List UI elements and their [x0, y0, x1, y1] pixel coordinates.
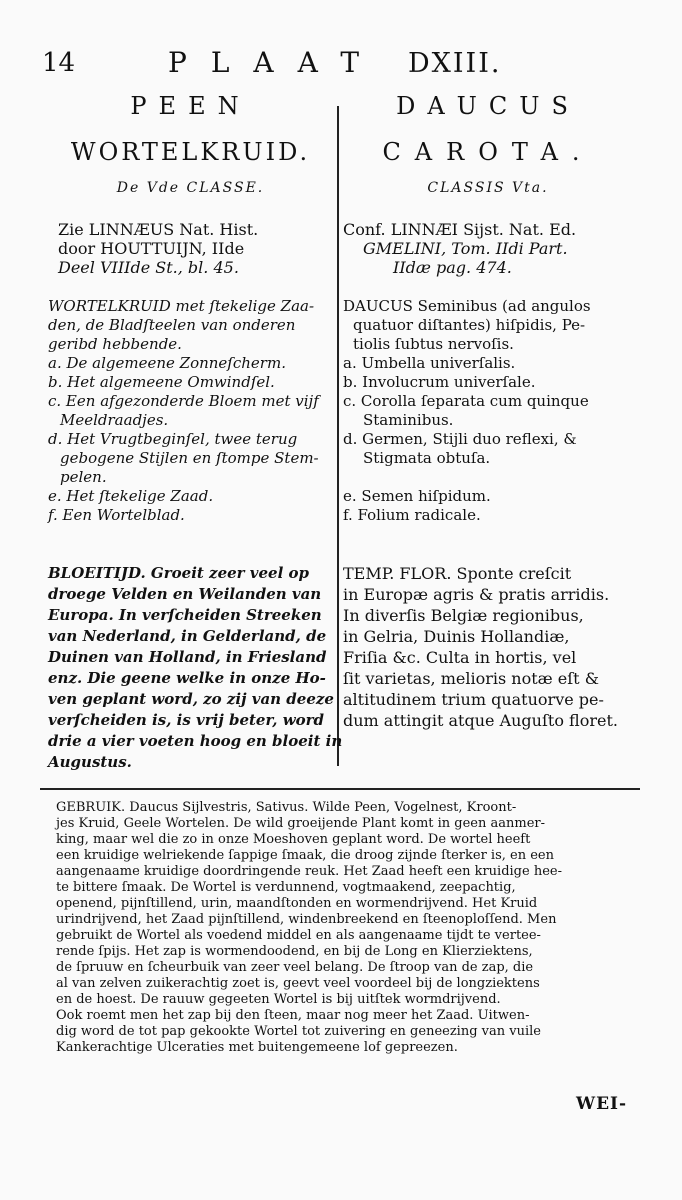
description-line: Staminibus. [363, 411, 454, 429]
description-line [343, 468, 591, 487]
reference-line: Zie LINNÆUS Nat. Hist. [58, 220, 259, 239]
latin-reference [343, 220, 576, 277]
description-line: c. Corolla ſeparata cum quinque [343, 392, 589, 410]
bloeitijd-line: Friſia &c. Culta in hortis, vel [343, 648, 577, 667]
gebruik-line: een kruidige welriekende ſappige ſmaak, die droog zijnde ſterker is, en een [56, 848, 554, 863]
description-line: b. Involucrum univerſale. [343, 373, 536, 391]
gebruik-line: al van zelven zuikerachtig zoet is, geevt veel voordeel bij de longziektens [56, 976, 540, 991]
gebruik-line: aangenaame kruidige doordringende reuk. Het Zaad heeft een kruidige hee- [56, 864, 562, 879]
bloeitijd-line: ven geplant word, zo zij van deeze [48, 690, 334, 708]
description-line: a. Umbella univerſalis. [343, 354, 516, 372]
description-line: geribd hebbende. [48, 335, 182, 353]
description-line: den, de Bladſteelen van onderen [48, 316, 296, 334]
bloeitijd-line: Augustus. [48, 753, 132, 771]
description-line: quatuor diſtantes) hiſpidis, Pe- [353, 316, 586, 334]
description-line: e. Semen hiſpidum. [343, 487, 491, 505]
bloeitijd-line: verſcheiden is, is vrij beter, word [48, 711, 325, 729]
bloeitijd-line: altitudinem trium quatuorve pe- [343, 690, 604, 709]
bloeitijd-line: Europa. In verſcheiden Streeken [48, 606, 322, 624]
bloeitijd-line: droege Velden en Weilanden van [48, 585, 322, 603]
plate-number: DXIII. [408, 48, 502, 79]
description-line: c. Een afgezonderde Bloem met vijf [48, 392, 319, 410]
dutch-classis: De Vde CLASSE. [116, 180, 265, 196]
reference-line: Deel VIIIde St., bl. 45. [58, 258, 239, 277]
gebruik-line: urindrijvend, het Zaad pijnſtillend, windenbreekend en ſteenoploſſend. Men [56, 912, 557, 927]
gebruik-line: te bittere ſmaak. De Wortel is verdunnend, vogtmaakend, zeepachtig, [56, 880, 516, 895]
description-line: e. Het ſtekelige Zaad. [48, 487, 214, 505]
latin-species: CAROTA. [382, 138, 594, 166]
dutch-reference [58, 220, 258, 277]
description-line: gebogene Stijlen en ſtompe Stem- [60, 449, 319, 467]
description-line: f. Een Wortelblad. [48, 506, 185, 524]
gebruik-line: king, maar wel die zo in onze Moeshoven geplant word. De wortel heeft [56, 832, 531, 847]
bloeitijd-line: In diverſis Belgiæ regionibus, [343, 606, 584, 625]
gebruik-line: en de hoest. De rauuw gegeeten Wortel is bij uitſtek wormdrijvend. [56, 992, 501, 1007]
description-line: WORTELKRUID met ſtekelige Zaa- [48, 297, 315, 315]
latin-classis: CLASSIS Vta. [427, 180, 549, 196]
latin-description [343, 297, 591, 525]
bloeitijd-line: ſit varietas, melioris notæ eſt & [343, 669, 599, 688]
bloeitijd-line: dum attingit atque Auguſto floret. [343, 711, 618, 730]
description-line: DAUCUS Seminibus (ad angulos [343, 297, 591, 315]
reference-line: IIdæ pag. 474. [393, 258, 512, 277]
dutch-genus: PEEN [130, 92, 251, 120]
bloeitijd-line: BLOEITIJD. Groeit zeer veel op [48, 564, 309, 582]
description-line: d. Het Vrugtbeginſel, twee terug [48, 430, 298, 448]
gebruik-line: rende ſpijs. Het zap is wormendoodend, en bij de Long en Klierziektens, [56, 944, 533, 959]
gebruik-line: Kankerachtige Ulceraties met buitengemeene lof gepreezen. [56, 1040, 458, 1055]
plate-label: PLAAT [168, 46, 384, 79]
bloeitijd-line: Duinen van Holland, in Friesland [48, 648, 327, 666]
description-line: a. De algemeene Zonneſcherm. [48, 354, 286, 372]
description-line: f. Folium radicale. [343, 506, 481, 524]
description-line: b. Het algemeene Omwindſel. [48, 373, 275, 391]
reference-line: door HOUTTUIJN, IIde [58, 239, 245, 258]
dutch-description [48, 297, 319, 525]
gebruik-line: Ook roemt men het zap bij den ſteen, maar nog meer het Zaad. Uitwen- [56, 1008, 530, 1023]
gebruik-section [56, 800, 641, 1056]
description-line: Meeldraadjes. [60, 411, 169, 429]
description-line: tiolis ſubtus nervoſis. [353, 335, 514, 353]
catchword: WEI- [576, 1094, 628, 1114]
bloeitijd-line: van Nederland, in Gelderland, de [48, 627, 327, 645]
bloeitijd-line: TEMP. FLOR. Sponte creſcit [343, 564, 572, 583]
latin-bloeitijd [343, 563, 618, 731]
gebruik-line: dig word de tot pap gekookte Wortel tot zuivering en geneezing van vuile [56, 1024, 541, 1039]
description-line: Stigmata obtuſa. [363, 449, 491, 467]
bloeitijd-line: in Gelria, Duinis Hollandiæ, [343, 627, 570, 646]
gebruik-line: jes Kruid, Geele Wortelen. De wild groeijende Plant komt in geen aanmer- [56, 816, 546, 831]
latin-genus: DAUCUS [396, 92, 580, 120]
dutch-species: WORTELKRUID. [70, 138, 311, 166]
description-line: pelen. [60, 468, 107, 486]
bloeitijd-line: drie a vier voeten hoog en bloeit in [48, 732, 343, 750]
description-line: d. Germen, Stijli duo reflexi, & [343, 430, 577, 448]
dutch-bloeitijd [48, 563, 342, 773]
section-rule [40, 788, 640, 790]
bloeitijd-line: enz. Die geene welke in onze Ho- [48, 669, 326, 687]
gebruik-line: gebruikt de Wortel als voedend middel en als aangenaame tijdt te verteе- [56, 928, 541, 943]
reference-line: Conf. LINNÆI Sijst. Nat. Ed. [343, 220, 577, 239]
reference-line: GMELINI, Tom. IIdi Part. [363, 239, 568, 258]
page-number: 14 [42, 48, 76, 78]
bloeitijd-line: in Europæ agris & pratis arridis. [343, 585, 610, 604]
gebruik-line: GEBRUIK. Daucus Sijlvestris, Sativus. Wilde Peen, Vogelnest, Kroont- [56, 800, 517, 815]
gebruik-line: openend, pijnſtillend, urin, maandſtonden en wormendrijvend. Het Kruid [56, 896, 538, 911]
gebruik-line: de ſpruuw en ſcheurbuik van zeer veel belang. De ſtroop van de zap, die [56, 960, 534, 975]
